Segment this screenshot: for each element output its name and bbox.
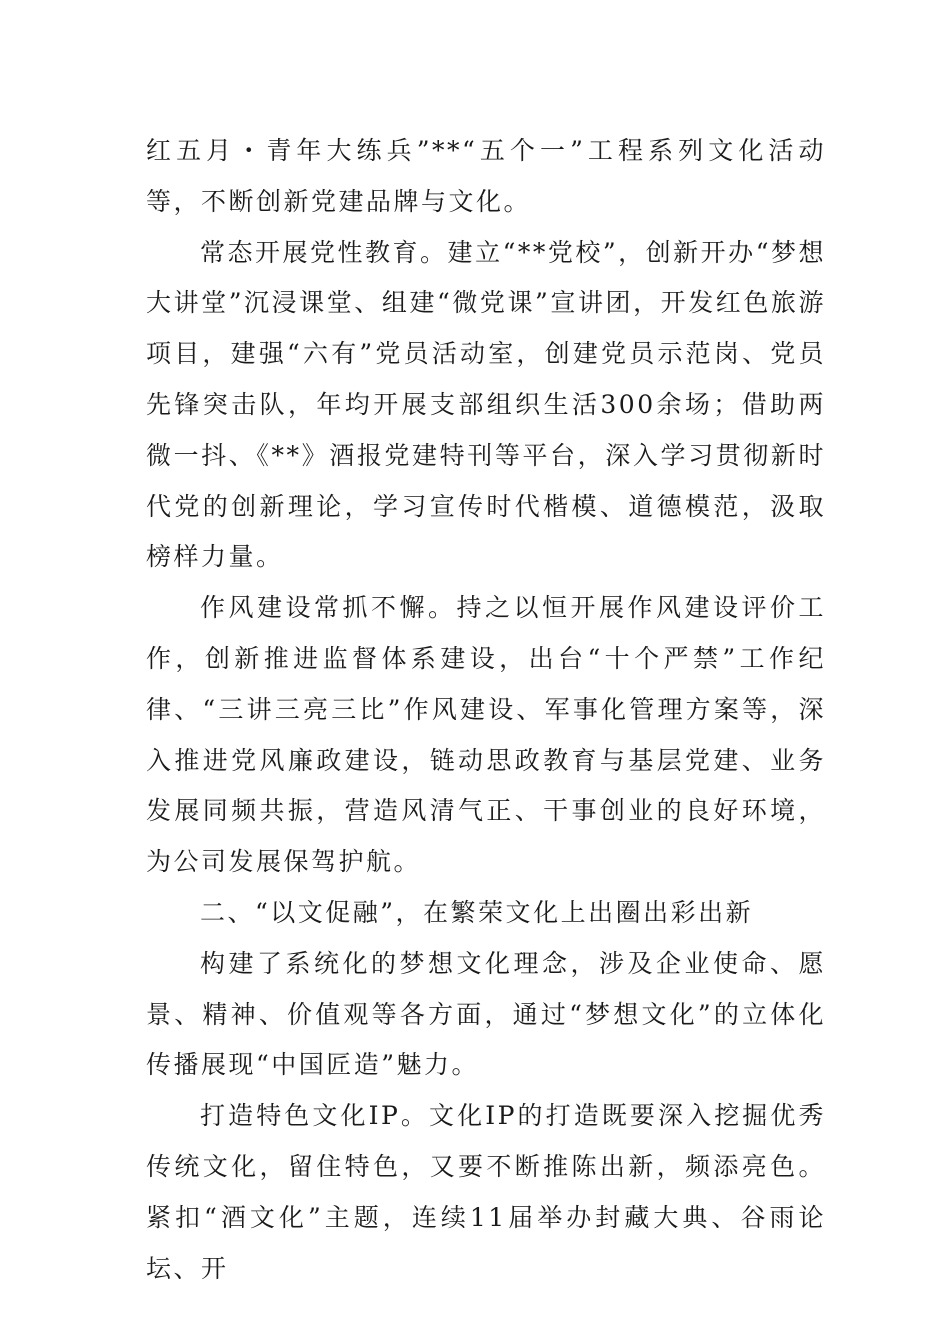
paragraph-party-education: 常态开展党性教育。建立“**党校”，创新开办“梦想大讲堂”沉浸课堂、组建“微党课”宣讲团，开发红色旅游项目，建强“六有”党员活动室，创建党员示范岗、党员先锋突击队，年均开展支部组织生活300余场；借助两微一抖、《**》酒报党建特刊等平台，深入学习贯彻新时代党的创新理论，学习宣传时代楷模、道德模范，汲取榜样力量。 [146,237,826,572]
paragraph-culture-ip: 打造特色文化IP。文化IP的打造既要深入挖掘优秀传统文化，留住特色，又要不断推陈出新，频添亮色。紧扣“酒文化”主题，连续11届举办封藏大典、谷雨论坛、开 [146,1101,826,1283]
paragraph-continuation: 红五月・青年大练兵”**“五个一”工程系列文化活动等，不断创新党建品牌与文化。 [146,136,826,216]
section-heading-culture: 二、“以文促融”，在繁荣文化上出圈出彩出新 [200,897,754,927]
paragraph-work-style: 作风建设常抓不懈。持之以恒开展作风建设评价工作，创新推进监督体系建设，出台“十个严禁”工作纪律、“三讲三亮三比”作风建设、军事化管理方案等，深入推进党风廉政建设，链动思政教育与基层党建、业务发展同频共振，营造风清气正、干事创业的良好环境，为公司发展保驾护航。 [146,593,826,877]
paragraph-dream-culture: 构建了系统化的梦想文化理念，涉及企业使命、愿景、精神、价值观等各方面，通过“梦想文化”的立体化传播展现“中国匠造”魅力。 [146,948,826,1080]
document-body [146,126,826,1294]
